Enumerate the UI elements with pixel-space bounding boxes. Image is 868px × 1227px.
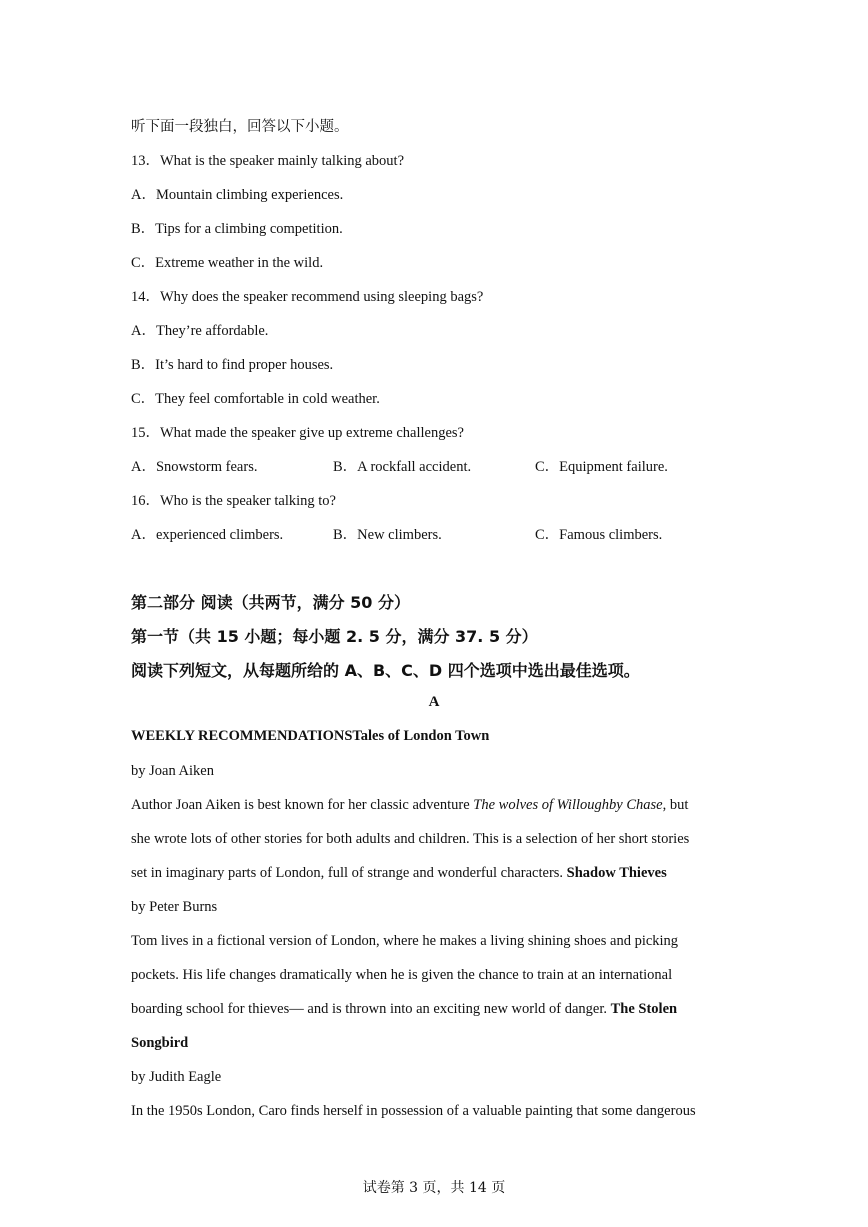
book2-title: Shadow Thieves — [566, 865, 667, 881]
passage-body — [131, 754, 731, 1128]
book1-author: by Joan Aiken — [131, 763, 214, 779]
book3-title-part-2: Songbird — [131, 1035, 189, 1051]
question-13-stem: 13．What is the speaker mainly talking about? — [131, 153, 405, 169]
book1-line-3 — [131, 856, 731, 890]
book3-line-1: In the 1950s London, Caro finds herself in possession of a valuable painting that some dangerous — [131, 1103, 696, 1119]
question-13-option-a: A．Mountain climbing experiences. — [131, 187, 344, 203]
question-16-option-b: B．New climbers. — [333, 527, 442, 543]
book1-line-1-text: Author Joan Aiken is best known for her classic adventure — [131, 797, 474, 813]
question-16-option-c: C．Famous climbers. — [535, 527, 663, 543]
book3-author: by Judith Eagle — [131, 1069, 222, 1085]
book1-line-3-text: set in imaginary parts of London, full of strange and wonderful characters. — [131, 865, 567, 881]
passage-heading: WEEKLY RECOMMENDATIONSTales of London Town — [131, 728, 490, 744]
question-14-option-a: A．They’re affordable. — [131, 323, 269, 339]
book1-line-1-end: , but — [662, 797, 689, 813]
question-15-option-a: A．Snowstorm fears. — [131, 459, 258, 475]
question-16-stem: 16．Who is the speaker talking to? — [131, 493, 336, 509]
book2-line-1: Tom lives in a fictional version of London, where he makes a living shining shoes and picking — [131, 933, 679, 949]
question-15-stem: 15．What made the speaker give up extreme challenges? — [131, 425, 464, 441]
question-15-option-c: C．Equipment failure. — [535, 459, 668, 475]
reading-instruction: 阅读下列短文，从每题所给的 A、B、C、D 四个选项中选出最佳选项。 — [131, 661, 640, 680]
reading-section-title: 第一节（共 15 小题；每小题 2. 5 分，满分 37. 5 分） — [131, 627, 538, 646]
question-13-option-c: C．Extreme weather in the wild. — [131, 255, 324, 271]
page-footer: 试卷第 3 页，共 14 页 — [362, 1180, 506, 1196]
question-13-option-b: B．Tips for a climbing competition. — [131, 221, 343, 237]
book2-line-3-text: boarding school for thieves— and is thrown into an exciting new world of danger. — [131, 1001, 611, 1017]
book3-title-line — [131, 1026, 731, 1060]
listening-intro: 听下面一段独白，回答以下小题。 — [131, 119, 349, 135]
question-15-option-b: B．A rockfall accident. — [333, 459, 472, 475]
question-14-stem: 14．Why does the speaker recommend using sleeping bags? — [131, 289, 484, 305]
passage-label: A — [428, 694, 440, 710]
book1-title-italic: The wolves of Willoughby Chase — [473, 797, 663, 813]
book1-line-2: she wrote lots of other stories for both adults and children. This is a selection of her short stories — [131, 831, 690, 847]
question-14-option-c: C．They feel comfortable in cold weather. — [131, 391, 380, 407]
question-14-option-b: B．It’s hard to find proper houses. — [131, 357, 334, 373]
reading-part-title: 第二部分 阅读（共两节，满分 50 分） — [131, 593, 410, 612]
book3-title-part-1: The Stolen — [610, 1001, 678, 1017]
book2-line-2: pockets. His life changes dramatically when he is given the chance to train at an international — [131, 967, 673, 983]
book2-author: by Peter Burns — [131, 899, 218, 915]
book2-line-3 — [131, 992, 731, 1026]
question-16-option-a: A．experienced climbers. — [131, 527, 284, 543]
book1-line-1 — [131, 788, 731, 822]
